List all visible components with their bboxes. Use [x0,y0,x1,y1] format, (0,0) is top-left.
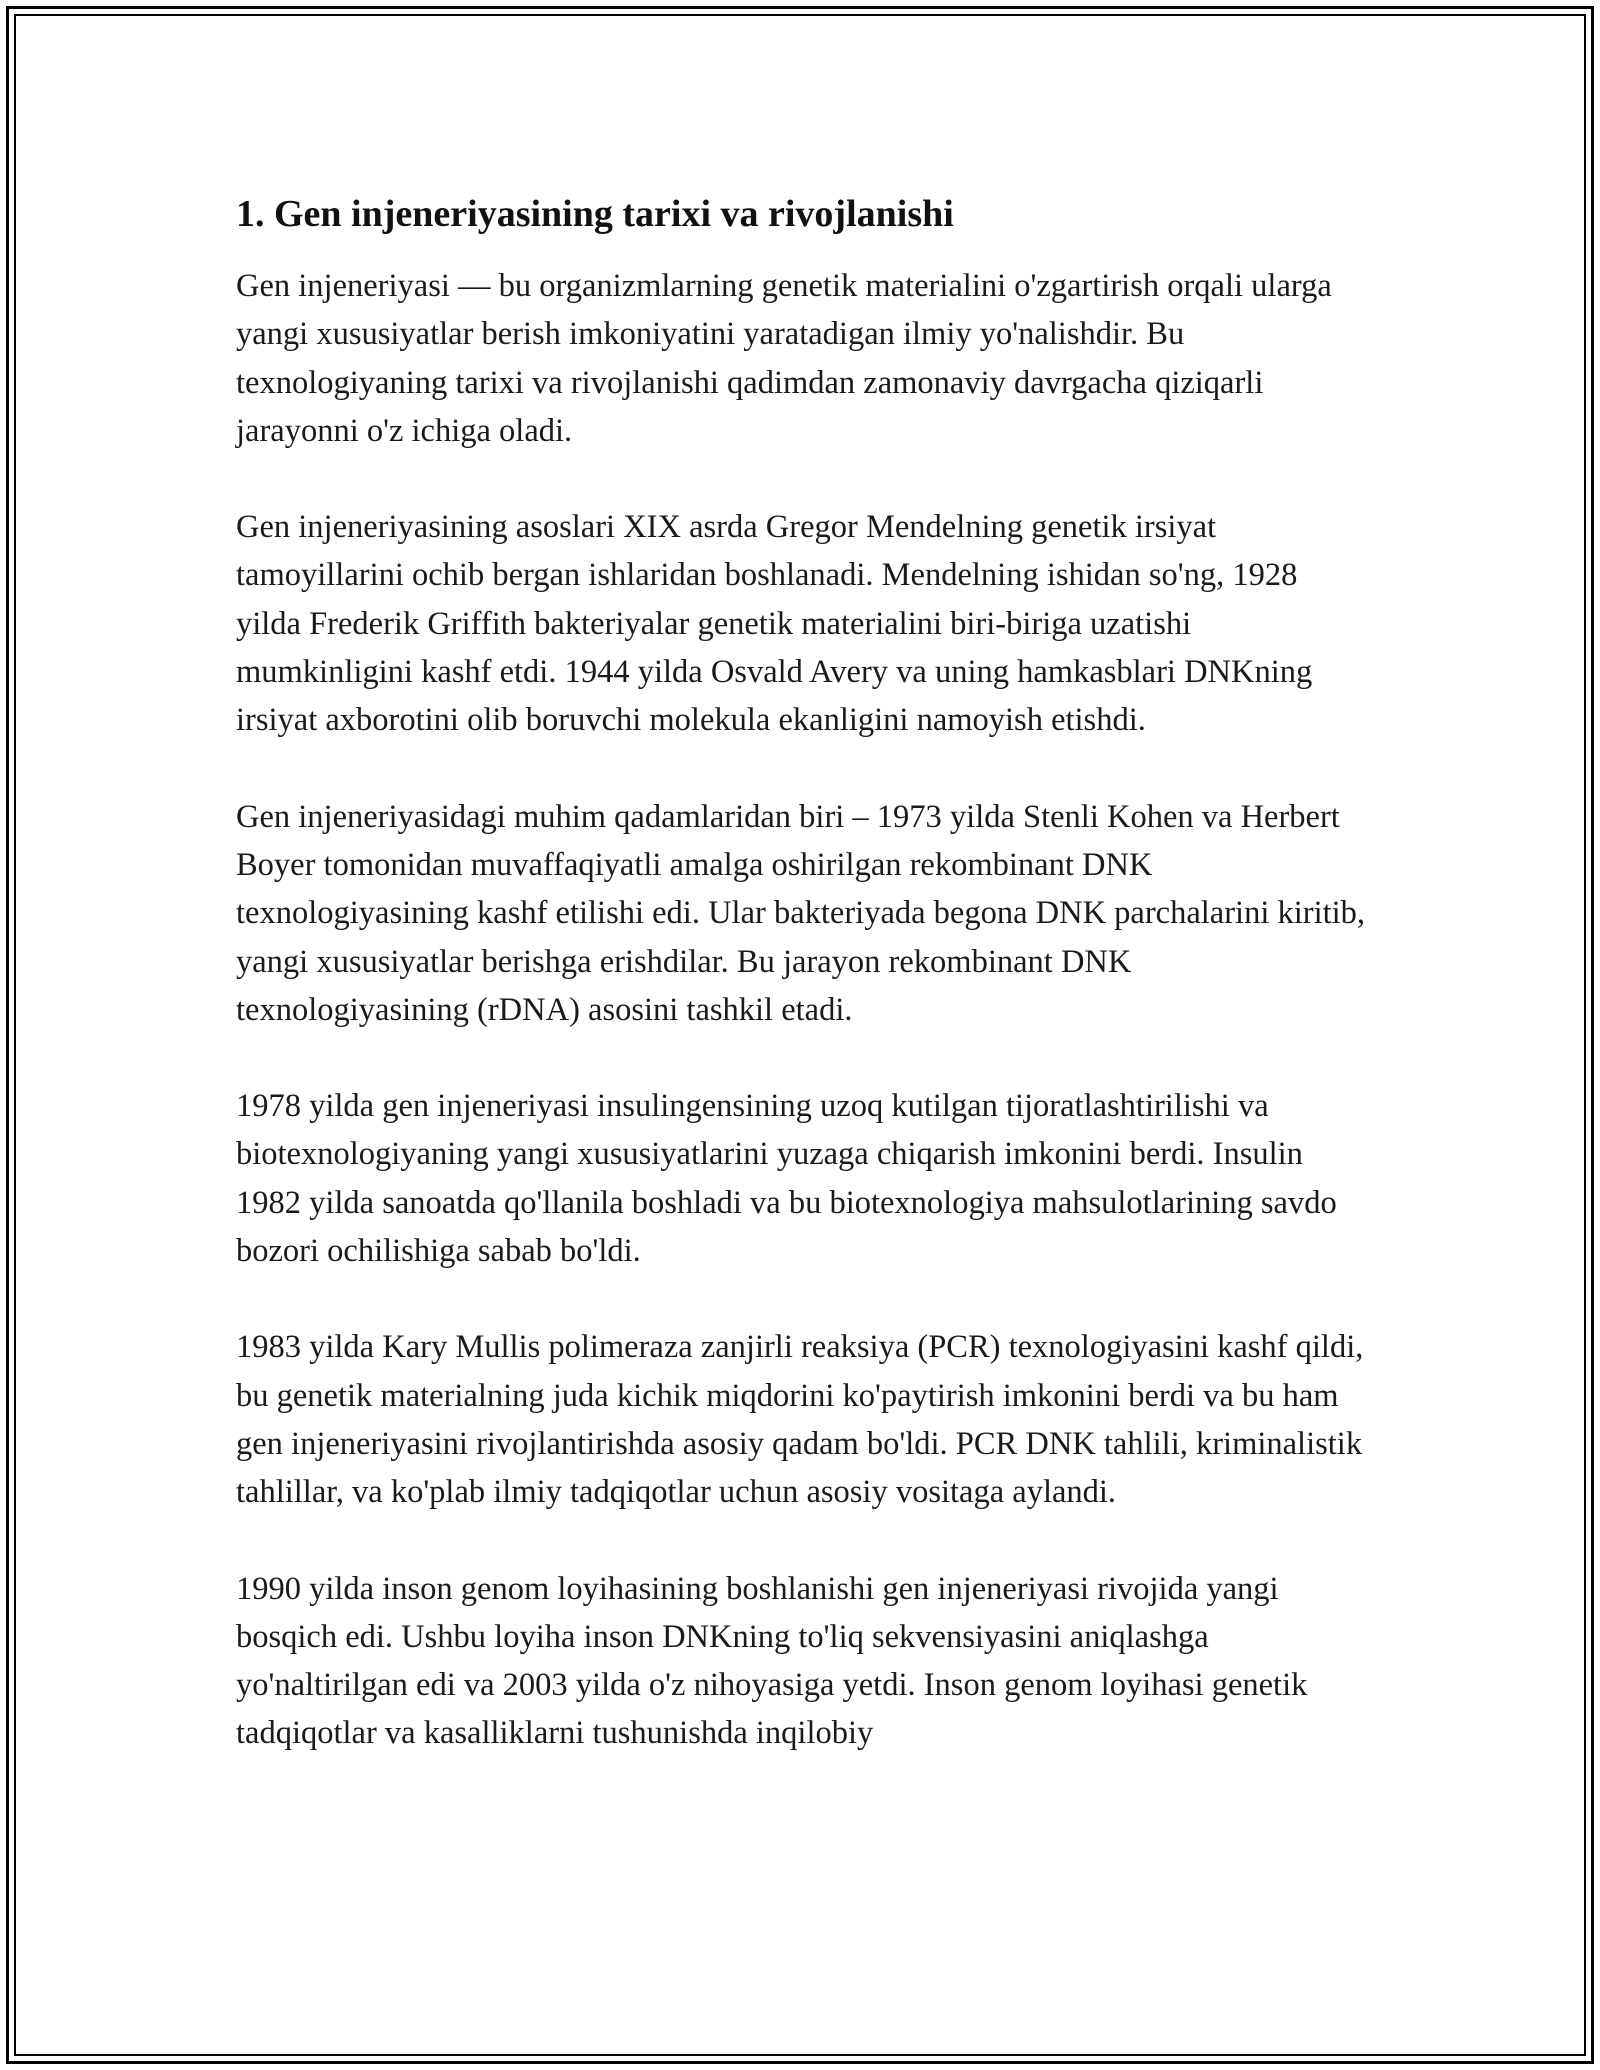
paragraph-intro: Gen injeneriyasi — bu organizmlarning genetik materialini o'zgartirish orqali ularga yangi xususiyatlar berish imkoniyatini yaratadigan ilmiy yo'nalishdir. Bu texnologiyaning tarixi va rivojlanishi qadimdan zamonaviy davrgacha qiziqarli jarayonni o'z ichiga oladi. [236,268,1332,449]
paragraph-pcr: 1983 yilda Kary Mullis polimeraza zanjirli reaksiya (PCR) texnologiyasini kashf qildi, bu genetik materialning juda kichik miqdorini ko'paytirish imkonini berdi va bu ham gen injeneriyasini rivojlantirishda asosiy qadam bo'ldi. PCR DNK tahlili, kriminalistik tahlillar, va ko'plab ilmiy tadqiqotlar uchun asosiy vositaga aylandi. [236,1329,1364,1511]
document-body [236,190,1366,1806]
paragraph-recombinant-dna: Gen injeneriyasidagi muhim qadamlaridan biri – 1973 yilda Stenli Kohen va Herbert Boyer tomonidan muvaffaqiyatli amalga oshirilgan rekombinant DNK texnologiyasining kashf etilishi edi. Ular bakteriyada begona DNK parchalarini kiritib, yangi xususiyatlar berishga erishdilar. Bu jarayon rekombinant DNK texnologiyasining (rDNA) asosini tashkil etadi. [236,798,1366,1028]
paragraph-insulin: 1978 yilda gen injeneriyasi insulingensining uzoq kutilgan tijoratlashtirilishi va biotexnologiyaning yangi xususiyatlarini yuzaga chiqarish imkonini berdi. Insulin 1982 yilda sanoatda qo'llanila boshladi va bu biotexnologiya mahsulotlarining savdo bozori ochilishiga sabab bo'ldi. [236,1088,1337,1270]
section-title: 1. Gen injeneriyasining tarixi va rivojlanishi [236,193,954,235]
paragraph-foundations: Gen injeneriyasining asoslari XIX asrda Gregor Mendelning genetik irsiyat tamoyillarini ochib bergan ishlaridan boshlanadi. Mendelning ishidan so'ng, 1928 yilda Frederik Griffith bakteriyalar genetik materialini biri-biriga uzatishi mumkinligini kashf etdi. 1944 yilda Osvald Avery va uning hamkasblari DNKning irsiyat axborotini olib boruvchi molekula ekanligini namoyish etishdi. [236,509,1313,739]
paragraph-human-genome: 1990 yilda inson genom loyihasining boshlanishi gen injeneriyasi rivojida yangi bosqich edi. Ushbu loyiha inson DNKning to'liq sekvensiyasini aniqlashga yo'naltirilgan edi va 2003 yilda o'z nihoyasiga yetdi. Inson genom loyihasi genetik tadqiqotlar va kasalliklarni tushunishda inqilobiy [236,1570,1308,1752]
